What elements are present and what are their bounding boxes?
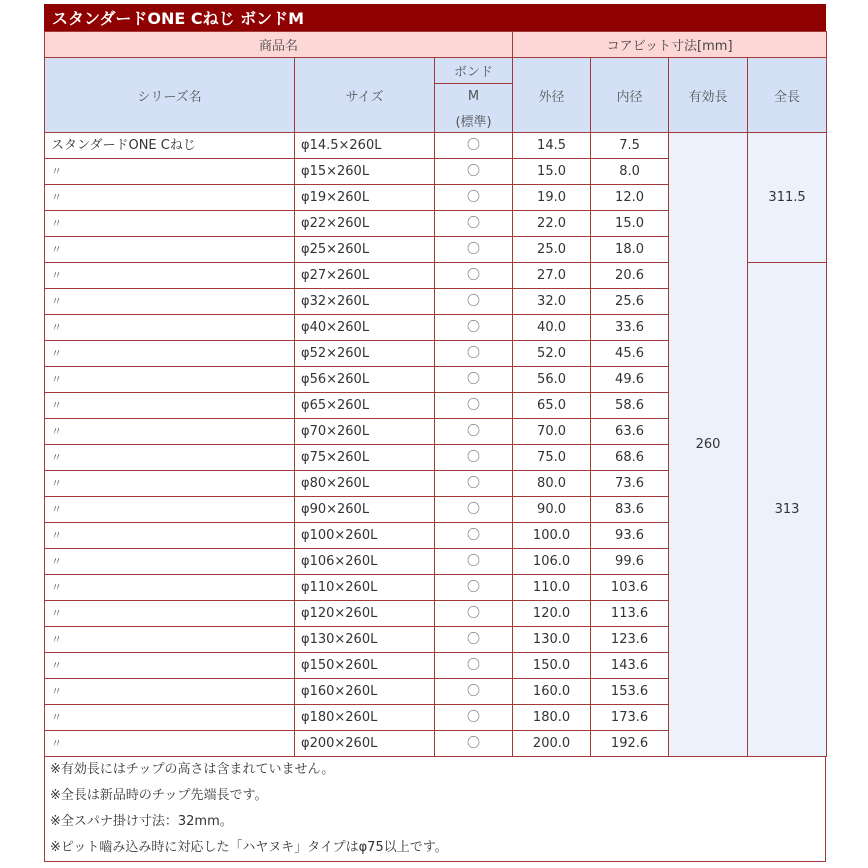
spec-table-container xyxy=(44,4,826,862)
series-cell: 〃 xyxy=(45,263,295,289)
series-cell: 〃 xyxy=(45,497,295,523)
outer-diameter-cell: 70.0 xyxy=(513,419,591,445)
bond-cell: 〇 xyxy=(435,445,513,471)
inner-diameter-cell: 49.6 xyxy=(591,367,669,393)
outer-diameter-cell: 90.0 xyxy=(513,497,591,523)
bond-cell: 〇 xyxy=(435,237,513,263)
series-cell: 〃 xyxy=(45,159,295,185)
series-cell: 〃 xyxy=(45,653,295,679)
outer-diameter-cell: 19.0 xyxy=(513,185,591,211)
series-cell: 〃 xyxy=(45,211,295,237)
inner-diameter-cell: 7.5 xyxy=(591,133,669,159)
series-cell: 〃 xyxy=(45,289,295,315)
inner-diameter-cell: 173.6 xyxy=(591,705,669,731)
size-cell: φ52×260L xyxy=(295,341,435,367)
outer-diameter-cell: 56.0 xyxy=(513,367,591,393)
series-cell: 〃 xyxy=(45,315,295,341)
bond-cell: 〇 xyxy=(435,601,513,627)
size-cell: φ75×260L xyxy=(295,445,435,471)
outer-diameter-cell: 160.0 xyxy=(513,679,591,705)
inner-diameter-cell: 103.6 xyxy=(591,575,669,601)
inner-diameter-cell: 63.6 xyxy=(591,419,669,445)
bond-cell: 〇 xyxy=(435,679,513,705)
outer-diameter-cell: 40.0 xyxy=(513,315,591,341)
header-bond: ボンド xyxy=(435,58,513,84)
inner-diameter-cell: 68.6 xyxy=(591,445,669,471)
header-series: シリーズ名 xyxy=(45,58,295,133)
outer-diameter-cell: 75.0 xyxy=(513,445,591,471)
outer-diameter-cell: 25.0 xyxy=(513,237,591,263)
header-product-group: 商品名 xyxy=(45,32,513,58)
series-cell: 〃 xyxy=(45,731,295,757)
size-cell: φ27×260L xyxy=(295,263,435,289)
outer-diameter-cell: 65.0 xyxy=(513,393,591,419)
outer-diameter-cell: 27.0 xyxy=(513,263,591,289)
inner-diameter-cell: 83.6 xyxy=(591,497,669,523)
size-cell: φ120×260L xyxy=(295,601,435,627)
outer-diameter-cell: 180.0 xyxy=(513,705,591,731)
size-cell: φ70×260L xyxy=(295,419,435,445)
outer-diameter-cell: 120.0 xyxy=(513,601,591,627)
size-cell: φ160×260L xyxy=(295,679,435,705)
total-length-cell: 311.5 xyxy=(748,133,827,263)
series-cell: 〃 xyxy=(45,549,295,575)
bond-cell: 〇 xyxy=(435,341,513,367)
size-cell: φ65×260L xyxy=(295,393,435,419)
effective-length-cell: 260 xyxy=(669,133,748,757)
size-cell: φ22×260L xyxy=(295,211,435,237)
table-title: スタンダードONE Cねじ ボンドM xyxy=(44,4,826,31)
bond-cell: 〇 xyxy=(435,419,513,445)
header-effective: 有効長 xyxy=(669,58,748,133)
bond-cell: 〇 xyxy=(435,705,513,731)
series-cell: 〃 xyxy=(45,419,295,445)
total-length-cell: 313 xyxy=(748,263,827,757)
size-cell: φ19×260L xyxy=(295,185,435,211)
series-cell: スタンダードONE Cねじ xyxy=(45,133,295,159)
note-item: ※有効長にはチップの高さは含まれていません。 xyxy=(50,762,335,777)
bond-cell: 〇 xyxy=(435,211,513,237)
bond-cell: 〇 xyxy=(435,627,513,653)
note-item: ※全長は新品時のチップ先端長です。 xyxy=(50,788,268,803)
outer-diameter-cell: 32.0 xyxy=(513,289,591,315)
outer-diameter-cell: 100.0 xyxy=(513,523,591,549)
inner-diameter-cell: 113.6 xyxy=(591,601,669,627)
bond-cell: 〇 xyxy=(435,549,513,575)
bond-cell: 〇 xyxy=(435,731,513,757)
spec-table xyxy=(44,31,827,757)
header-inner: 内径 xyxy=(591,58,669,133)
bond-cell: 〇 xyxy=(435,185,513,211)
header-total: 全長 xyxy=(748,58,827,133)
series-cell: 〃 xyxy=(45,445,295,471)
inner-diameter-cell: 33.6 xyxy=(591,315,669,341)
inner-diameter-cell: 12.0 xyxy=(591,185,669,211)
inner-diameter-cell: 153.6 xyxy=(591,679,669,705)
series-cell: 〃 xyxy=(45,601,295,627)
bond-cell: 〇 xyxy=(435,523,513,549)
bond-cell: 〇 xyxy=(435,159,513,185)
outer-diameter-cell: 150.0 xyxy=(513,653,591,679)
outer-diameter-cell: 130.0 xyxy=(513,627,591,653)
size-cell: φ200×260L xyxy=(295,731,435,757)
size-cell: φ150×260L xyxy=(295,653,435,679)
inner-diameter-cell: 99.6 xyxy=(591,549,669,575)
inner-diameter-cell: 58.6 xyxy=(591,393,669,419)
size-cell: φ32×260L xyxy=(295,289,435,315)
table-body xyxy=(45,133,827,757)
bond-cell: 〇 xyxy=(435,315,513,341)
size-cell: φ25×260L xyxy=(295,237,435,263)
outer-diameter-cell: 14.5 xyxy=(513,133,591,159)
inner-diameter-cell: 93.6 xyxy=(591,523,669,549)
size-cell: φ40×260L xyxy=(295,315,435,341)
inner-diameter-cell: 25.6 xyxy=(591,289,669,315)
series-cell: 〃 xyxy=(45,679,295,705)
series-cell: 〃 xyxy=(45,471,295,497)
outer-diameter-cell: 52.0 xyxy=(513,341,591,367)
inner-diameter-cell: 15.0 xyxy=(591,211,669,237)
series-cell: 〃 xyxy=(45,393,295,419)
size-cell: φ100×260L xyxy=(295,523,435,549)
bond-cell: 〇 xyxy=(435,575,513,601)
outer-diameter-cell: 15.0 xyxy=(513,159,591,185)
inner-diameter-cell: 192.6 xyxy=(591,731,669,757)
series-cell: 〃 xyxy=(45,367,295,393)
series-cell: 〃 xyxy=(45,575,295,601)
note-item: ※ピット嚙み込み時に対応した「ハヤヌキ」タイプはφ75以上です。 xyxy=(50,840,448,855)
size-cell: φ56×260L xyxy=(295,367,435,393)
outer-diameter-cell: 106.0 xyxy=(513,549,591,575)
inner-diameter-cell: 8.0 xyxy=(591,159,669,185)
header-outer: 外径 xyxy=(513,58,591,133)
table-row xyxy=(45,133,827,159)
inner-diameter-cell: 123.6 xyxy=(591,627,669,653)
series-cell: 〃 xyxy=(45,523,295,549)
header-bond-std: (標準) xyxy=(435,109,513,133)
bond-cell: 〇 xyxy=(435,133,513,159)
inner-diameter-cell: 20.6 xyxy=(591,263,669,289)
inner-diameter-cell: 45.6 xyxy=(591,341,669,367)
size-cell: φ14.5×260L xyxy=(295,133,435,159)
outer-diameter-cell: 22.0 xyxy=(513,211,591,237)
header-bond-m: M xyxy=(435,84,513,109)
size-cell: φ80×260L xyxy=(295,471,435,497)
size-cell: φ180×260L xyxy=(295,705,435,731)
header-size: サイズ xyxy=(295,58,435,133)
bond-cell: 〇 xyxy=(435,393,513,419)
outer-diameter-cell: 110.0 xyxy=(513,575,591,601)
bond-cell: 〇 xyxy=(435,471,513,497)
inner-diameter-cell: 73.6 xyxy=(591,471,669,497)
series-cell: 〃 xyxy=(45,237,295,263)
inner-diameter-cell: 18.0 xyxy=(591,237,669,263)
series-cell: 〃 xyxy=(45,341,295,367)
series-cell: 〃 xyxy=(45,705,295,731)
size-cell: φ110×260L xyxy=(295,575,435,601)
bond-cell: 〇 xyxy=(435,497,513,523)
bond-cell: 〇 xyxy=(435,367,513,393)
size-cell: φ90×260L xyxy=(295,497,435,523)
header-core-bit-group: コアビット寸法[mm] xyxy=(513,32,827,58)
size-cell: φ130×260L xyxy=(295,627,435,653)
size-cell: φ15×260L xyxy=(295,159,435,185)
note-item: ※全スパナ掛け寸法：32mm。 xyxy=(50,814,233,829)
notes xyxy=(44,757,826,862)
outer-diameter-cell: 200.0 xyxy=(513,731,591,757)
series-cell: 〃 xyxy=(45,185,295,211)
size-cell: φ106×260L xyxy=(295,549,435,575)
series-cell: 〃 xyxy=(45,627,295,653)
outer-diameter-cell: 80.0 xyxy=(513,471,591,497)
bond-cell: 〇 xyxy=(435,263,513,289)
bond-cell: 〇 xyxy=(435,289,513,315)
inner-diameter-cell: 143.6 xyxy=(591,653,669,679)
bond-cell: 〇 xyxy=(435,653,513,679)
